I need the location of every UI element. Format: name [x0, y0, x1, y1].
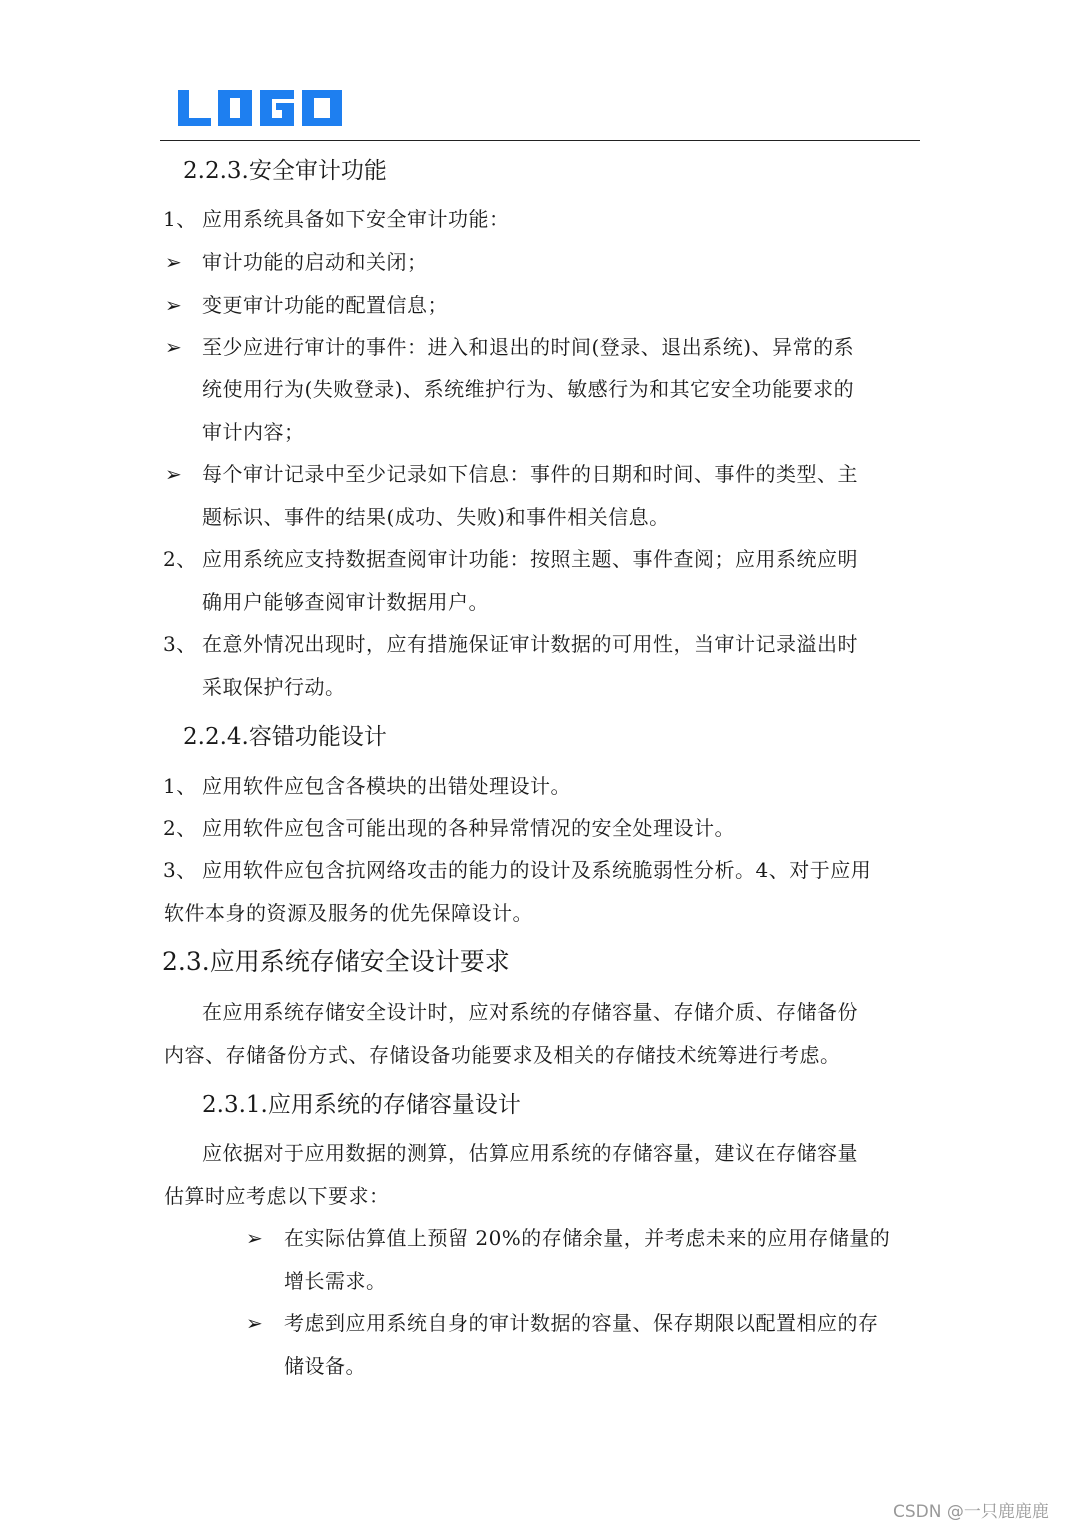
bullet-item-cont: 增长需求。 [284, 1269, 387, 1293]
paragraph-line: 应依据对于应用数据的测算，估算应用系统的存储容量，建议在存储容量 [202, 1141, 858, 1165]
section-heading-2-3-1: 2.3.1.应用系统的存储容量设计 [202, 1092, 521, 1118]
bullet-item-cont: 审计内容； [202, 420, 305, 444]
paragraph-line: 内容、存储备份方式、存储设备功能要求及相关的存储技术统筹进行考虑。 [164, 1043, 841, 1067]
watermark: CSDN @一只鹿鹿鹿 [893, 1502, 1049, 1522]
header-rule [160, 140, 920, 141]
paragraph-line: 估算时应考虑以下要求： [164, 1184, 390, 1208]
bullet-item-cont: 题标识、事件的结果(成功、失败)和事件相关信息。 [202, 505, 670, 529]
list-item-cont: 软件本身的资源及服务的优先保障设计。 [164, 901, 533, 925]
logo [176, 88, 348, 128]
section-heading-2-3: 2.3.应用系统存储安全设计要求 [162, 947, 510, 976]
bullet-item: 考虑到应用系统自身的审计数据的容量、保存期限以配置相应的存 [284, 1311, 879, 1335]
list-item: 应用软件应包含各模块的出错处理设计。 [202, 774, 571, 798]
bullet-icon: ➢ [165, 335, 183, 359]
list-item: 在意外情况出现时，应有措施保证审计数据的可用性，当审计记录溢出时 [202, 632, 858, 656]
list-number: 1、 [163, 774, 197, 798]
list-number: 2、 [163, 547, 197, 571]
list-number: 3、 [163, 858, 197, 882]
section-heading-2-2-3: 2.2.3.安全审计功能 [183, 158, 387, 184]
bullet-icon: ➢ [246, 1226, 264, 1250]
list-item: 应用软件应包含可能出现的各种异常情况的安全处理设计。 [202, 816, 735, 840]
bullet-item-cont: 统使用行为(失败登录)、系统维护行为、敏感行为和其它安全功能要求的 [202, 377, 855, 401]
bullet-icon: ➢ [165, 462, 183, 486]
list-item: 应用软件应包含抗网络攻击的能力的设计及系统脆弱性分析。4、对于应用 [202, 858, 872, 882]
bullet-item: 审计功能的启动和关闭； [202, 250, 428, 274]
list-number: 2、 [163, 816, 197, 840]
bullet-icon: ➢ [165, 250, 183, 274]
list-item: 应用系统具备如下安全审计功能： [202, 207, 510, 231]
bullet-icon: ➢ [165, 293, 183, 317]
list-number: 3、 [163, 632, 197, 656]
list-item-cont: 采取保护行动。 [202, 675, 346, 699]
bullet-item-cont: 储设备。 [284, 1354, 366, 1378]
bullet-item: 每个审计记录中至少记录如下信息：事件的日期和时间、事件的类型、主 [202, 462, 858, 486]
list-item-cont: 确用户能够查阅审计数据用户。 [202, 590, 489, 614]
bullet-item: 至少应进行审计的事件：进入和退出的时间(登录、退出系统)、异常的系 [202, 335, 855, 359]
bullet-icon: ➢ [246, 1311, 264, 1335]
bullet-item: 变更审计功能的配置信息； [202, 293, 448, 317]
paragraph-line: 在应用系统存储安全设计时，应对系统的存储容量、存储介质、存储备份 [202, 1000, 858, 1024]
bullet-item: 在实际估算值上预留 20%的存储余量，并考虑未来的应用存储量的 [284, 1226, 891, 1250]
list-number: 1、 [163, 207, 197, 231]
list-item: 应用系统应支持数据查阅审计功能：按照主题、事件查阅；应用系统应明 [202, 547, 858, 571]
section-heading-2-2-4: 2.2.4.容错功能设计 [183, 724, 387, 750]
